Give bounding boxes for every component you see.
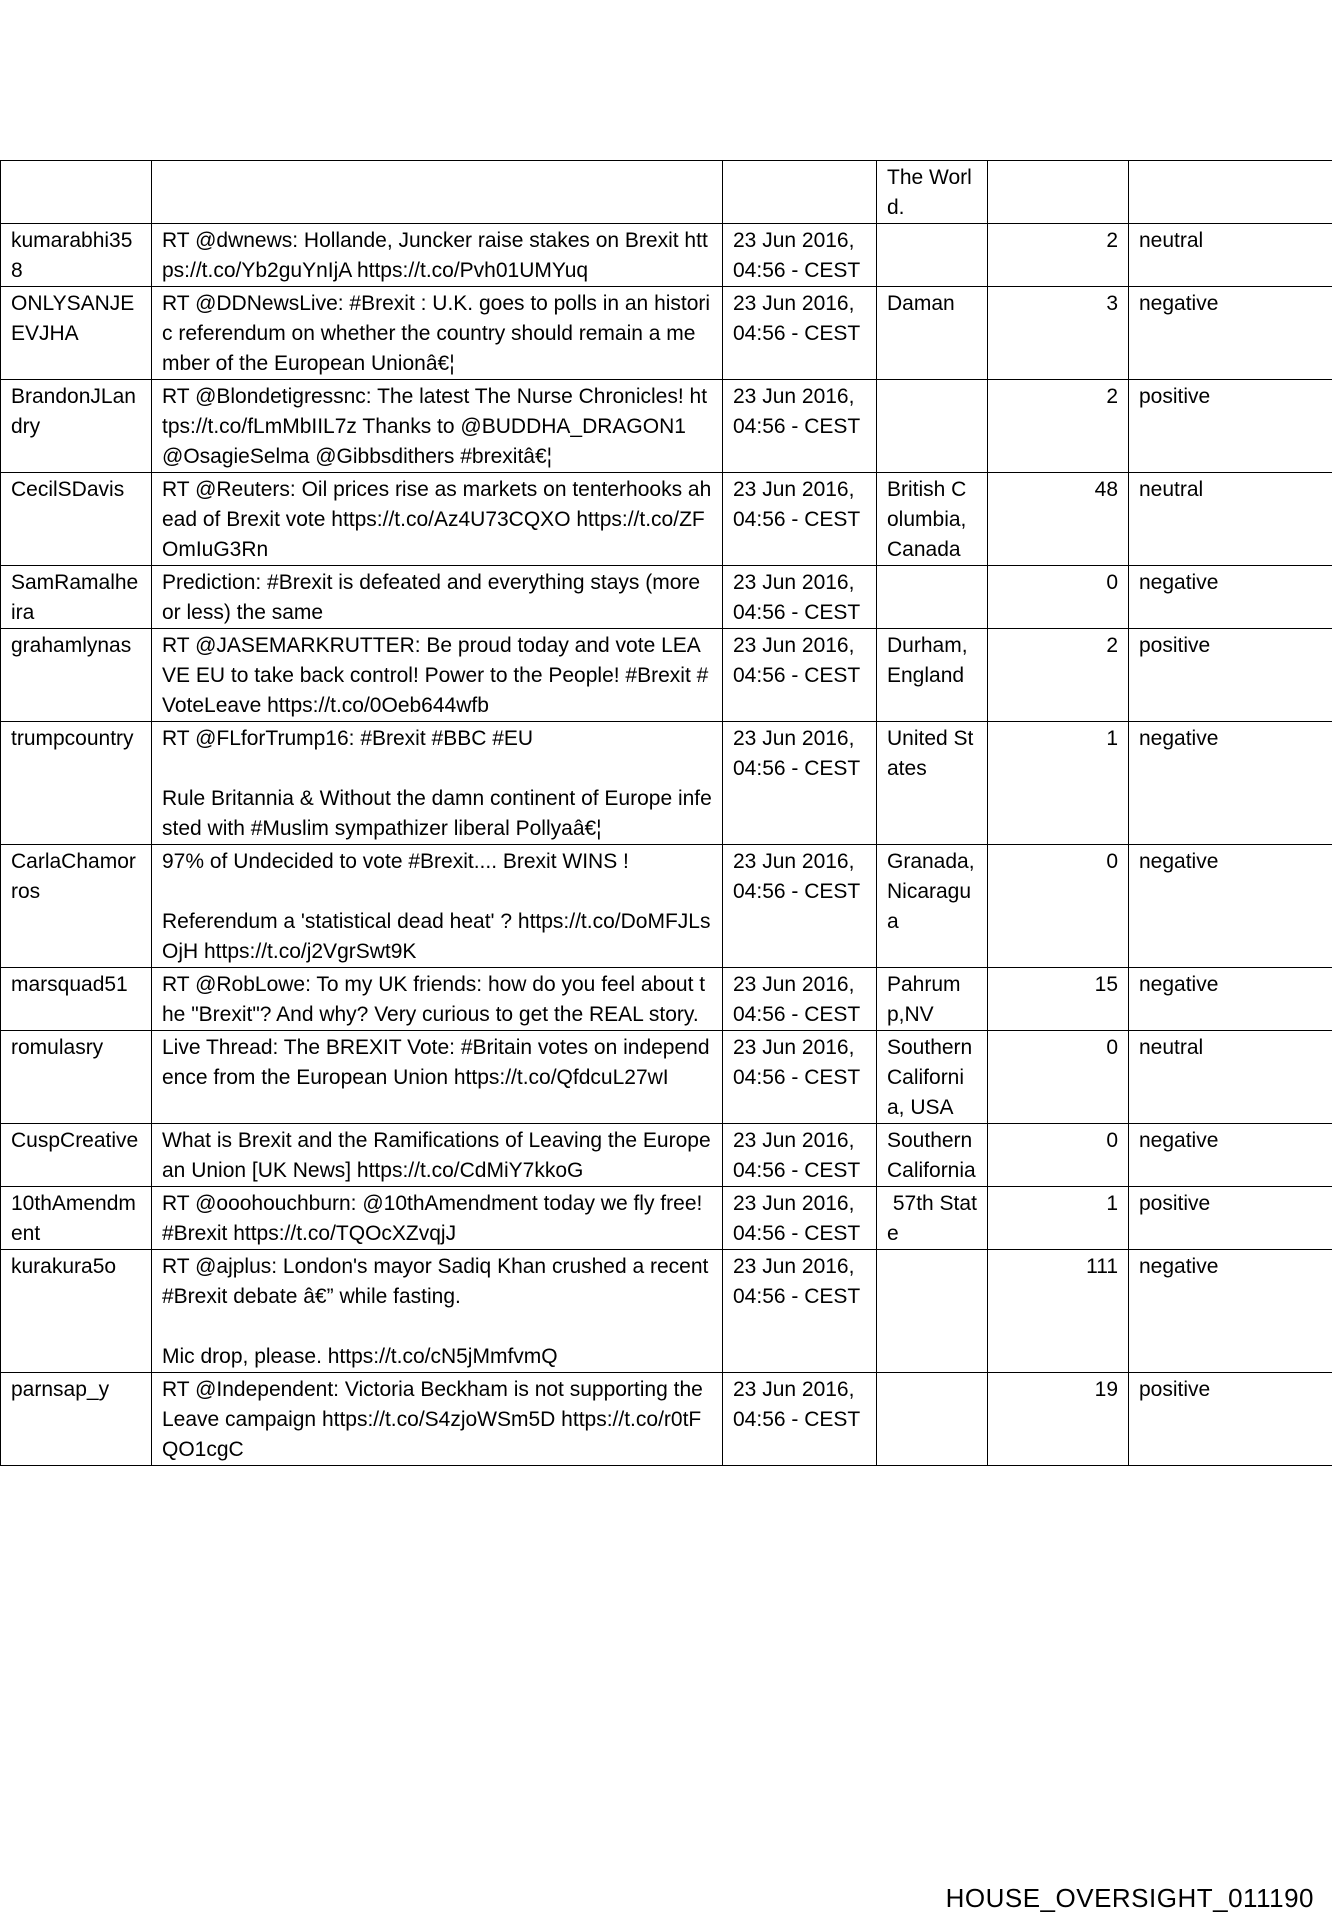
username-cell: romulasry (1, 1031, 152, 1124)
count-cell: 2 (988, 224, 1129, 287)
count-cell: 1 (988, 1187, 1129, 1250)
table-row (1, 1031, 1332, 1124)
count-cell: 0 (988, 566, 1129, 629)
username-cell: CuspCreative (1, 1124, 152, 1187)
date-cell: 23 Jun 2016, 04:56 - CEST (723, 566, 877, 629)
sentiment-cell (1129, 161, 1332, 224)
date-cell: 23 Jun 2016, 04:56 - CEST (723, 287, 877, 380)
tweet-text-cell: RT @ajplus: London's mayor Sadiq Khan crushed a recent #Brexit debate â€” while fasting. Mic drop, please. https://t.co/cN5jMmfvmQ (152, 1250, 723, 1373)
date-cell: 23 Jun 2016, 04:56 - CEST (723, 1373, 877, 1466)
username-cell: 10thAmendment (1, 1187, 152, 1250)
date-cell: 23 Jun 2016, 04:56 - CEST (723, 224, 877, 287)
username-cell: trumpcountry (1, 722, 152, 845)
table-row (1, 161, 1332, 224)
sentiment-cell: positive (1129, 1187, 1332, 1250)
sentiment-cell: positive (1129, 1373, 1332, 1466)
table-row (1, 224, 1332, 287)
location-cell (877, 380, 988, 473)
location-cell (877, 1250, 988, 1373)
username-cell: CarlaChamorros (1, 845, 152, 968)
location-cell: The World. (877, 161, 988, 224)
table-row (1, 1124, 1332, 1187)
location-cell (877, 1373, 988, 1466)
tweet-text-cell: RT @ooohouchburn: @10thAmendment today we fly free! #Brexit https://t.co/TQOcXZvqjJ (152, 1187, 723, 1250)
sentiment-cell: positive (1129, 380, 1332, 473)
count-cell: 0 (988, 1124, 1129, 1187)
sentiment-cell: neutral (1129, 224, 1332, 287)
username-cell: CecilSDavis (1, 473, 152, 566)
date-cell: 23 Jun 2016, 04:56 - CEST (723, 1031, 877, 1124)
table-row (1, 380, 1332, 473)
tweet-text-cell (152, 161, 723, 224)
username-cell: SamRamalheira (1, 566, 152, 629)
table-row (1, 473, 1332, 566)
sentiment-cell: negative (1129, 722, 1332, 845)
username-cell: BrandonJLandry (1, 380, 152, 473)
location-cell: Durham, England (877, 629, 988, 722)
username-cell: grahamlynas (1, 629, 152, 722)
count-cell: 48 (988, 473, 1129, 566)
date-cell: 23 Jun 2016, 04:56 - CEST (723, 629, 877, 722)
date-cell: 23 Jun 2016, 04:56 - CEST (723, 380, 877, 473)
count-cell: 0 (988, 845, 1129, 968)
table-row (1, 566, 1332, 629)
location-cell: 57th State (877, 1187, 988, 1250)
tweet-text-cell: Live Thread: The BREXIT Vote: #Britain votes on independence from the European Union https://t.co/QfdcuL27wI (152, 1031, 723, 1124)
sentiment-cell: negative (1129, 287, 1332, 380)
count-cell: 15 (988, 968, 1129, 1031)
tweet-text-cell: RT @RobLowe: To my UK friends: how do you feel about the "Brexit"? And why? Very curious to get the REAL story. (152, 968, 723, 1031)
date-cell: 23 Jun 2016, 04:56 - CEST (723, 722, 877, 845)
tweet-text-cell: RT @Independent: Victoria Beckham is not supporting the Leave campaign https://t.co/S4zjoWSm5D https://t.co/r0tFQO1cgC (152, 1373, 723, 1466)
tweet-text-cell: 97% of Undecided to vote #Brexit.... Brexit WINS ! Referendum a 'statistical dead heat' ? https://t.co/DoMFJLsOjH https://t.co/j2VgrSwt9K (152, 845, 723, 968)
tweet-text-cell: RT @JASEMARKRUTTER: Be proud today and vote LEAVE EU to take back control! Power to the People! #Brexit #VoteLeave https://t.co/0Oeb644wfb (152, 629, 723, 722)
sentiment-cell: negative (1129, 566, 1332, 629)
location-cell: United States (877, 722, 988, 845)
tweet-text-cell: Prediction: #Brexit is defeated and everything stays (more or less) the same (152, 566, 723, 629)
username-cell: ONLYSANJEEVJHA (1, 287, 152, 380)
table-row (1, 1250, 1332, 1373)
sentiment-cell: negative (1129, 968, 1332, 1031)
date-cell: 23 Jun 2016, 04:56 - CEST (723, 845, 877, 968)
date-cell: 23 Jun 2016, 04:56 - CEST (723, 473, 877, 566)
table-row (1, 287, 1332, 380)
date-cell: 23 Jun 2016, 04:56 - CEST (723, 1187, 877, 1250)
location-cell: Pahrump,NV (877, 968, 988, 1031)
table-row (1, 845, 1332, 968)
username-cell: marsquad51 (1, 968, 152, 1031)
count-cell: 111 (988, 1250, 1129, 1373)
date-cell: 23 Jun 2016, 04:56 - CEST (723, 968, 877, 1031)
location-cell: Southern California, USA (877, 1031, 988, 1124)
tweet-text-cell: RT @dwnews: Hollande, Juncker raise stakes on Brexit https://t.co/Yb2guYnIjA https://t.co/Pvh01UMYuq (152, 224, 723, 287)
sentiment-cell: neutral (1129, 473, 1332, 566)
location-cell: Granada, Nicaragua (877, 845, 988, 968)
tweet-table (0, 160, 1332, 1466)
document-id: HOUSE_OVERSIGHT_011190 (945, 1883, 1314, 1913)
date-cell: 23 Jun 2016, 04:56 - CEST (723, 1124, 877, 1187)
table-row (1, 968, 1332, 1031)
count-cell: 3 (988, 287, 1129, 380)
sentiment-cell: negative (1129, 845, 1332, 968)
tweet-text-cell: RT @FLforTrump16: #Brexit #BBC #EU Rule Britannia & Without the damn continent of Europe infested with #Muslim sympathizer liberal Pollyaâ€¦ (152, 722, 723, 845)
username-cell: kurakura5o (1, 1250, 152, 1373)
sentiment-cell: negative (1129, 1250, 1332, 1373)
table-row (1, 629, 1332, 722)
username-cell: parnsap_y (1, 1373, 152, 1466)
table-row (1, 722, 1332, 845)
count-cell: 2 (988, 380, 1129, 473)
username-cell: kumarabhi358 (1, 224, 152, 287)
tweet-text-cell: RT @Reuters: Oil prices rise as markets on tenterhooks ahead of Brexit vote https://t.co/Az4U73CQXO https://t.co/ZFOmIuG3Rn (152, 473, 723, 566)
sentiment-cell: positive (1129, 629, 1332, 722)
count-cell: 2 (988, 629, 1129, 722)
table-row (1, 1187, 1332, 1250)
tweet-text-cell: RT @Blondetigressnc: The latest The Nurse Chronicles! https://t.co/fLmMbIIL7z Thanks to @BUDDHA_DRAGON1 @OsagieSelma @Gibbsdithers #brexitâ€¦ (152, 380, 723, 473)
location-cell: Daman (877, 287, 988, 380)
count-cell: 0 (988, 1031, 1129, 1124)
location-cell (877, 566, 988, 629)
table-row (1, 1373, 1332, 1466)
location-cell: Southern California (877, 1124, 988, 1187)
username-cell (1, 161, 152, 224)
date-cell: 23 Jun 2016, 04:56 - CEST (723, 1250, 877, 1373)
count-cell (988, 161, 1129, 224)
count-cell: 1 (988, 722, 1129, 845)
location-cell: British Columbia, Canada (877, 473, 988, 566)
sentiment-cell: negative (1129, 1124, 1332, 1187)
tweet-text-cell: What is Brexit and the Ramifications of Leaving the European Union [UK News] https://t.co/CdMiY7kkoG (152, 1124, 723, 1187)
sentiment-cell: neutral (1129, 1031, 1332, 1124)
date-cell (723, 161, 877, 224)
tweet-text-cell: RT @DDNewsLive: #Brexit : U.K. goes to polls in an historic referendum on whether the country should remain a member of the European Unionâ€¦ (152, 287, 723, 380)
table-body (1, 161, 1332, 1466)
location-cell (877, 224, 988, 287)
count-cell: 19 (988, 1373, 1129, 1466)
